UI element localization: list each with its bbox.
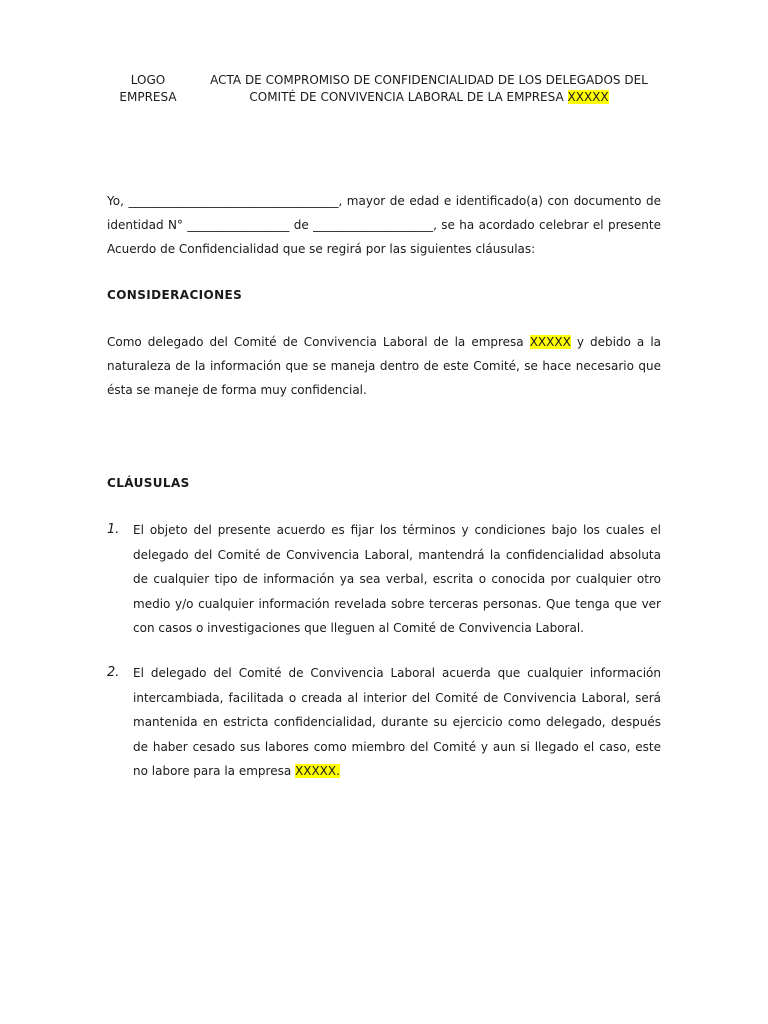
title-line-2 bbox=[205, 89, 653, 106]
considerations-paragraph bbox=[107, 330, 661, 402]
logo-line-2: EMPRESA bbox=[119, 90, 177, 104]
intro-paragraph: Yo, ___________________________________, mayor de edad e identificado(a) con documento de identidad N° _________________ de ____________________, se ha acordado celebrar el presente Acuerdo de Confidencialidad que se regirá por las siguientes cláusulas: bbox=[107, 194, 661, 256]
clause-text-body: El delegado del Comité de Convivencia Laboral acuerda que cualquier información intercambiada, facilitada o creada al interior del Comité de Convivencia Laboral, será mantenida en estricta confidencialidad, durante su ejercicio como delegado, después de haber cesado sus labores como miembro del Comité y aun si llegado el caso, este no labore para la empresa bbox=[133, 666, 661, 778]
clause-text: El objeto del presente acuerdo es fijar los términos y condiciones bajo los cuales el delegado del Comité de Convivencia Laboral, mantendrá la confidencialidad absoluta de cualquier tipo de información ya sea verbal, escrita o conocida por cualquier otro medio y/o cualquier información revelada sobre terceras personas. Que tenga que ver con casos o investigaciones que lleguen al Comité de Convivencia Laboral. bbox=[133, 523, 661, 635]
company-name-placeholder: XXXXX. bbox=[295, 764, 340, 778]
considerations-text-start: Como delegado del Comité de Convivencia Laboral de la empresa bbox=[107, 335, 530, 349]
document-title bbox=[205, 72, 653, 106]
considerations-text-end: y debido a la naturaleza de la información que se maneja dentro de este Comité, se hace necesario que ésta se maneje de forma muy confidencial. bbox=[107, 335, 662, 397]
company-name-placeholder: XXXXX bbox=[529, 335, 571, 349]
considerations-heading: CONSIDERACIONES bbox=[107, 288, 243, 302]
title-line-1: ACTA DE COMPROMISO DE CONFIDENCIALIDAD DE LOS DELEGADOS DEL bbox=[210, 73, 648, 87]
logo-line-1: LOGO bbox=[130, 73, 166, 87]
company-name-placeholder: XXXXX bbox=[567, 90, 609, 104]
clause-number: 2. bbox=[107, 665, 120, 680]
logo-placeholder bbox=[112, 72, 184, 106]
clause-text bbox=[133, 661, 661, 784]
title-line-2-text: COMITÉ DE CONVIVENCIA LABORAL DE LA EMPRESA bbox=[249, 90, 568, 104]
clauses-heading: CLÁUSULAS bbox=[107, 476, 190, 490]
clause-number: 1. bbox=[107, 522, 120, 537]
